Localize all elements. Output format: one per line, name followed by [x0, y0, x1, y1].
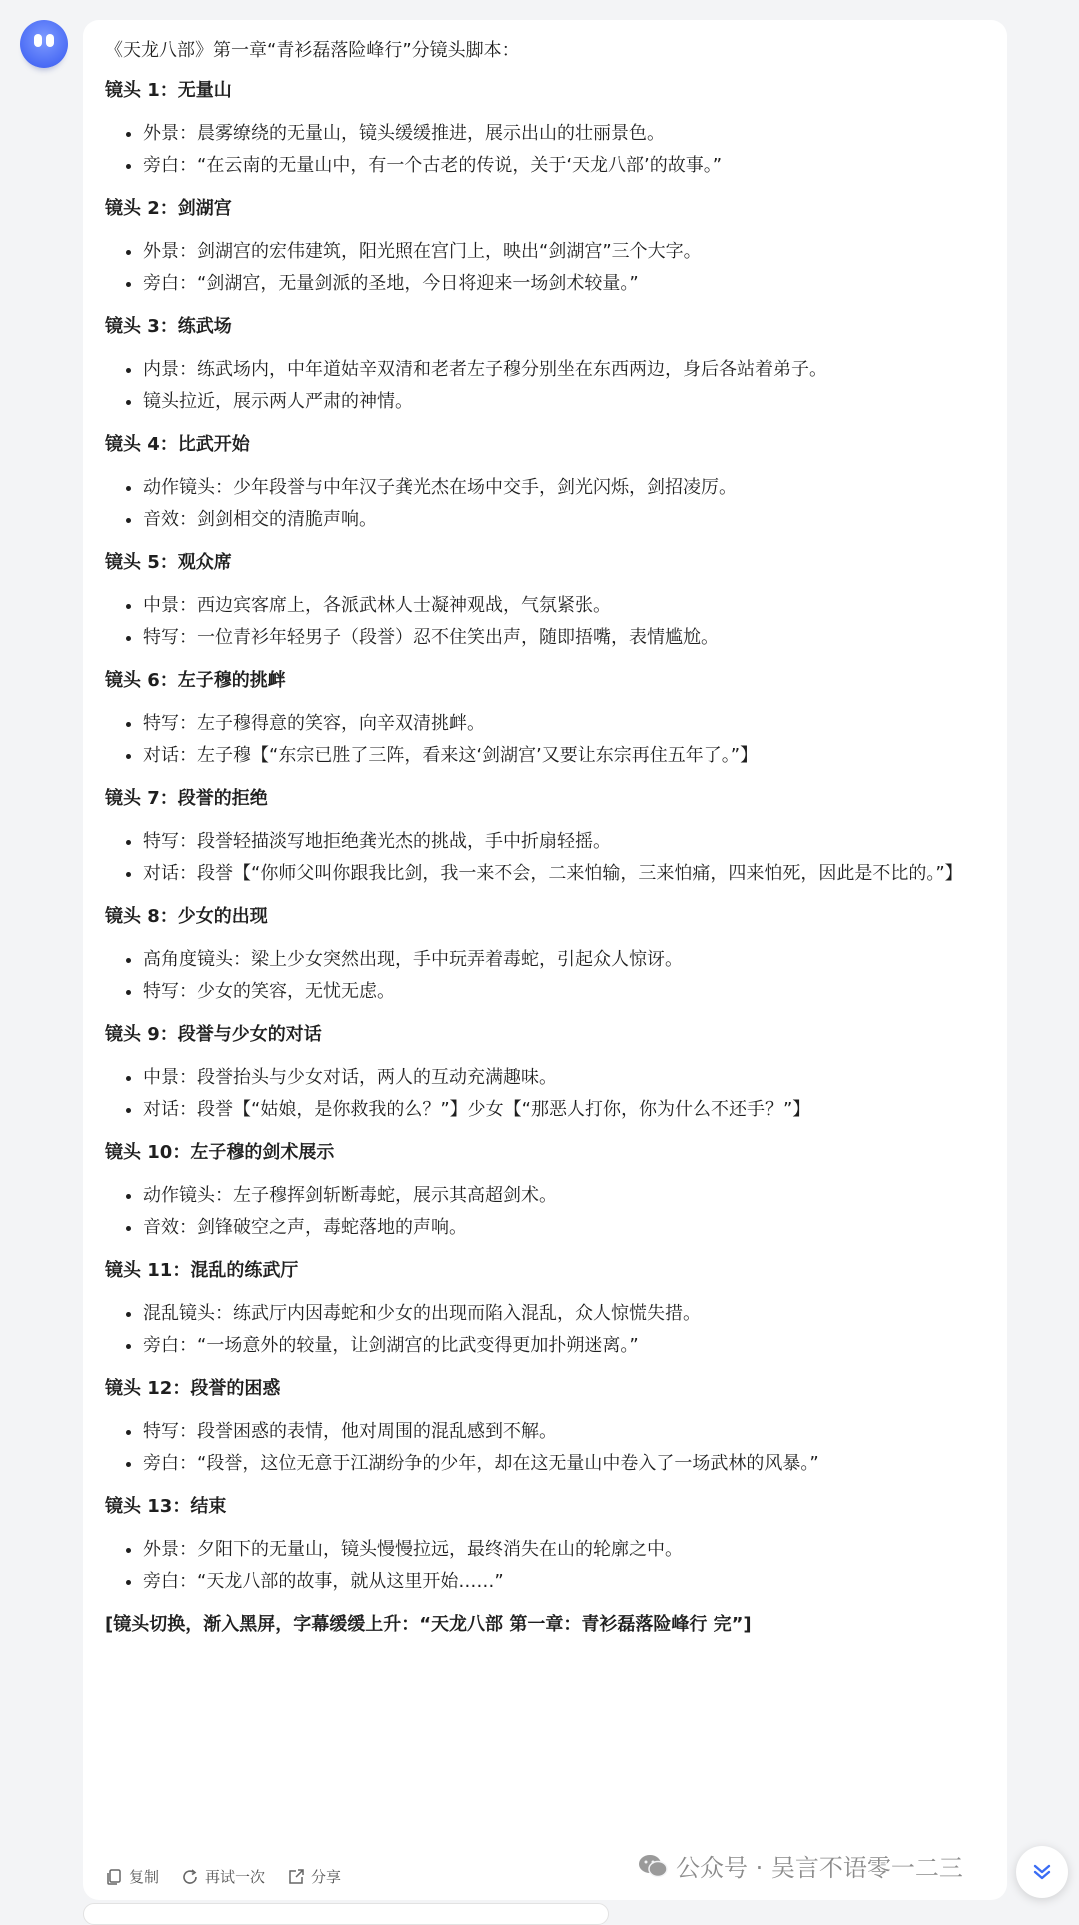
watermark: [638, 1848, 963, 1883]
scene-title: 镜头 5：观众席: [105, 552, 232, 573]
scroll-down-button[interactable]: [1016, 1846, 1068, 1898]
scene-item: • 特写：一位青衫年轻男子（段誉）忍不住笑出声，随即捂嘴，表情尴尬。: [143, 622, 985, 654]
scene-title: 镜头 8：少女的出现: [105, 906, 268, 927]
scene-item: • 特写：左子穆得意的笑容，向辛双清挑衅。: [143, 708, 985, 740]
scene-item: • 特写：少女的笑容，无忧无虑。: [143, 976, 985, 1008]
scene-item-list: [105, 472, 985, 536]
scene-list: [105, 76, 985, 1598]
scene-title: 镜头 12：段誉的困惑: [105, 1378, 281, 1399]
scene-item: • 外景：晨雾缭绕的无量山，镜头缓缓推进，展示出山的壮丽景色。: [143, 118, 985, 150]
share-button[interactable]: [287, 1866, 341, 1887]
scene-item: • 动作镜头：左子穆挥剑斩断毒蛇，展示其高超剑术。: [143, 1180, 985, 1212]
scene-item: • 对话：段誉【“你师父叫你跟我比剑，我一来不会，二来怕输，三来怕痛，四来怕死，因此是不比的。”】: [143, 858, 985, 890]
scene-item-list: [105, 590, 985, 654]
scene-item: • 特写：段誉困惑的表情，他对周围的混乱感到不解。: [143, 1416, 985, 1448]
message-ending: [镜头切换，渐入黑屏，字幕缓缓上升：“天龙八部 第一章：青衫磊落险峰行 完”]: [105, 1614, 752, 1635]
retry-button[interactable]: [181, 1866, 265, 1887]
scene-item: • 音效：剑锋破空之声，毒蛇落地的声响。: [143, 1212, 985, 1244]
scene-title: 镜头 9：段誉与少女的对话: [105, 1024, 322, 1045]
scene-item-list: [105, 1416, 985, 1480]
copy-label: 复制: [129, 1868, 160, 1886]
scene-item-list: [105, 826, 985, 890]
retry-label: 再试一次: [205, 1868, 266, 1886]
scene-title: 镜头 3：练武场: [105, 316, 232, 337]
scene-item: • 外景：剑湖宫的宏伟建筑，阳光照在宫门上，映出“剑湖宫”三个大字。: [143, 236, 985, 268]
scene-item: • 中景：段誉抬头与少女对话，两人的互动充满趣味。: [143, 1062, 985, 1094]
scene-title: 镜头 11：混乱的练武厅: [105, 1260, 299, 1281]
scene-title: 镜头 7：段誉的拒绝: [105, 788, 268, 809]
scene-item: • 高角度镜头：梁上少女突然出现，手中玩弄着毒蛇，引起众人惊讶。: [143, 944, 985, 976]
scene-item-list: [105, 1534, 985, 1598]
scene-item: • 对话：段誉【“姑娘，是你救我的么？”】少女【“那恶人打你，你为什么不还手？”】: [143, 1094, 985, 1126]
scene-item: • 动作镜头：少年段誉与中年汉子龚光杰在场中交手，剑光闪烁，剑招凌厉。: [143, 472, 985, 504]
scene-title: 镜头 6：左子穆的挑衅: [105, 670, 286, 691]
message-intro: 《天龙八部》第一章“青衫磊落险峰行”分镜头脚本：: [105, 40, 520, 61]
scene-item: • 内景：练武场内，中年道姑辛双清和老者左子穆分别坐在东西两边，身后各站着弟子。: [143, 354, 985, 386]
scene-item-list: [105, 944, 985, 1008]
assistant-avatar: [20, 20, 68, 68]
scene-item-list: [105, 708, 985, 772]
scene-item-list: [105, 1062, 985, 1126]
scene-item-list: [105, 1298, 985, 1362]
scene-item: • 对话：左子穆【“东宗已胜了三阵，看来这‘剑湖宫’又要让东宗再住五年了。”】: [143, 740, 985, 772]
scene-item: • 旁白：“在云南的无量山中，有一个古老的传说，关于‘天龙八部’的故事。”: [143, 150, 985, 182]
scene-title: 镜头 4：比武开始: [105, 434, 250, 455]
assistant-message-bubble: [83, 20, 1007, 1900]
copy-button[interactable]: [105, 1866, 159, 1887]
wechat-icon: [638, 1853, 668, 1879]
scene-item-list: [105, 1180, 985, 1244]
scene-item: • 镜头拉近，展示两人严肃的神情。: [143, 386, 985, 418]
avatar-eye-right: [46, 34, 54, 47]
scene-title: 镜头 2：剑湖宫: [105, 198, 232, 219]
share-icon: [287, 1868, 305, 1886]
scene-item: • 音效：剑剑相交的清脆声响。: [143, 504, 985, 536]
scene-item: • 特写：段誉轻描淡写地拒绝龚光杰的挑战，手中折扇轻摇。: [143, 826, 985, 858]
watermark-text: 公众号 · 吴言不语零一二三: [676, 1854, 963, 1882]
scene-title: 镜头 10：左子穆的剑术展示: [105, 1142, 335, 1163]
scene-item: • 中景：西边宾客席上，各派武林人士凝神观战，气氛紧张。: [143, 590, 985, 622]
message-actions: [105, 1866, 341, 1887]
scene-item: • 旁白：“天龙八部的故事，就从这里开始……”: [143, 1566, 985, 1598]
copy-icon: [105, 1868, 123, 1886]
share-label: 分享: [311, 1868, 342, 1886]
scene-item-list: [105, 236, 985, 300]
scene-item-list: [105, 354, 985, 418]
scene-item: • 旁白：“剑湖宫，无量剑派的圣地，今日将迎来一场剑术较量。”: [143, 268, 985, 300]
scene-item: • 旁白：“段誉，这位无意于江湖纷争的少年，却在这无量山中卷入了一场武林的风暴。”: [143, 1448, 985, 1480]
avatar-eye-left: [34, 34, 42, 47]
double-chevron-down-icon: [1030, 1860, 1054, 1884]
scene-title: 镜头 1：无量山: [105, 80, 232, 101]
message-content: [105, 36, 985, 1640]
scene-item: • 外景：夕阳下的无量山，镜头慢慢拉远，最终消失在山的轮廓之中。: [143, 1534, 985, 1566]
scene-item-list: [105, 118, 985, 182]
scene-item: • 混乱镜头：练武厅内因毒蛇和少女的出现而陷入混乱，众人惊慌失措。: [143, 1298, 985, 1330]
scene-item: • 旁白：“一场意外的较量，让剑湖宫的比武变得更加扑朔迷离。”: [143, 1330, 985, 1362]
scene-title: 镜头 13：结束: [105, 1496, 227, 1517]
refresh-icon: [181, 1868, 199, 1886]
next-message-card: [83, 1903, 609, 1925]
